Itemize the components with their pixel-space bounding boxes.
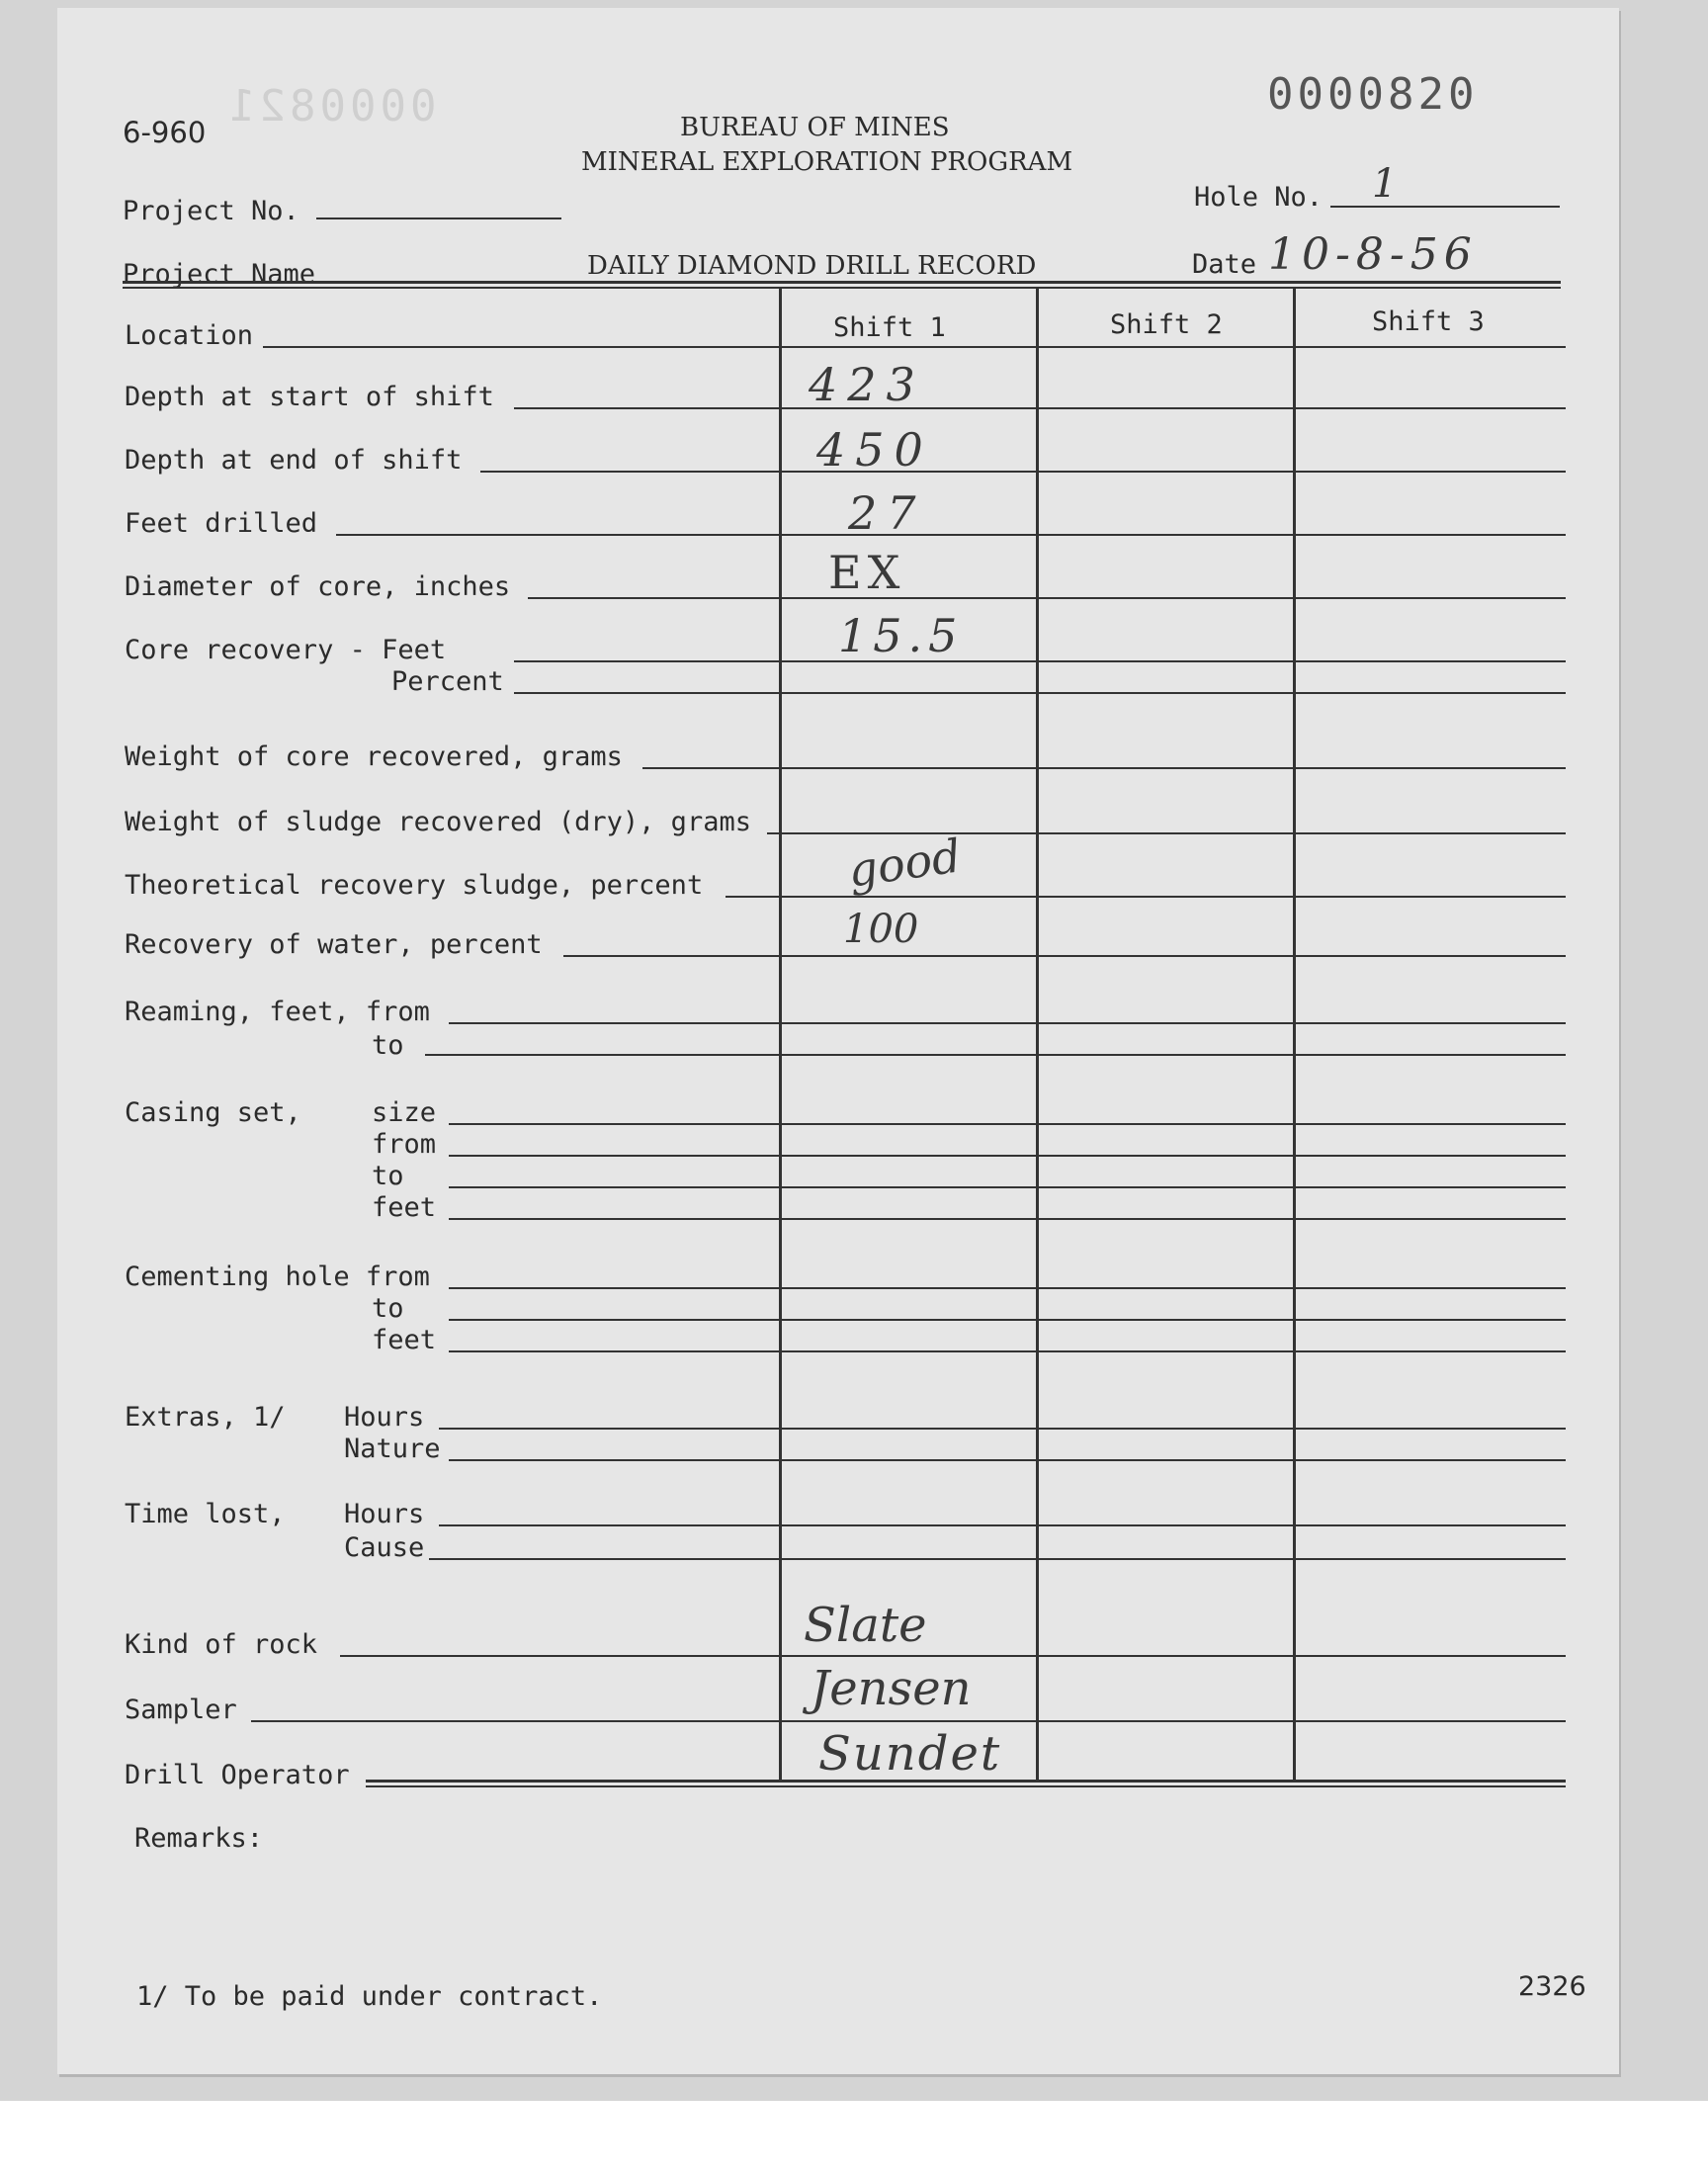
row-line-sampler [251, 1720, 1566, 1722]
date-value: 10-8-56 [1268, 229, 1478, 280]
bleed-through-serial: 0000821 [225, 81, 437, 131]
row-label-core-recovery-percent: Percent [391, 666, 504, 697]
row-line-casing-size [449, 1123, 1566, 1125]
row-label-drill-operator: Drill Operator [125, 1760, 350, 1790]
row-line-reaming-from [449, 1022, 1566, 1024]
row-label-weight-sludge: Weight of sludge recovered (dry), grams [125, 807, 751, 837]
shift1-theoretical-recovery: good [844, 828, 965, 898]
record-title: DAILY DIAMOND DRILL RECORD [587, 251, 1037, 281]
row-label-diameter-core: Diameter of core, inches [125, 571, 511, 602]
project-no-label: Project No. [123, 196, 299, 226]
shift1-depth-start: 423 [809, 358, 925, 411]
hole-no-value: 1 [1372, 161, 1398, 207]
hole-no-label: Hole No. [1194, 182, 1324, 213]
row-label-extras: Extras, 1/ [125, 1402, 286, 1433]
column-header-shift-3: Shift 3 [1372, 306, 1485, 337]
row-label-casing-size: size [372, 1097, 437, 1128]
row-label-extras-hours: Hours [344, 1402, 425, 1433]
shift1-drill-operator: Sundet [818, 1726, 1002, 1782]
row-label-casing-set: Casing set, [125, 1097, 301, 1128]
remarks-label: Remarks: [134, 1823, 264, 1854]
col-divider-3 [1293, 287, 1296, 1780]
row-label-depth-start: Depth at start of shift [125, 382, 494, 412]
row-label-weight-core: Weight of core recovered, grams [125, 741, 623, 772]
row-line-kind-of-rock [340, 1655, 1566, 1657]
shift1-recovery-water: 100 [843, 907, 919, 952]
row-line-cementing-from [449, 1287, 1566, 1289]
header-rule-bottom [123, 287, 1561, 289]
row-line-drill-operator-bottom [366, 1785, 1566, 1787]
drill-record-form [57, 8, 1619, 2074]
row-line-cementing-to [449, 1319, 1566, 1321]
row-line-time-lost-hours [439, 1524, 1566, 1526]
col-divider-2 [1036, 287, 1039, 1780]
row-label-recovery-water: Recovery of water, percent [125, 929, 543, 960]
shift1-sampler: Jensen [811, 1661, 972, 1716]
row-label-feet-drilled: Feet drilled [125, 508, 318, 539]
row-line-casing-feet [449, 1218, 1566, 1220]
shift1-depth-end: 450 [816, 423, 933, 477]
row-label-core-recovery: Core recovery - Feet [125, 635, 447, 665]
row-line-cementing-feet [449, 1350, 1566, 1352]
row-line-weight-core [642, 767, 1566, 769]
column-header-shift-2: Shift 2 [1110, 309, 1223, 340]
col-divider-1 [779, 287, 782, 1780]
row-line-time-lost-cause [429, 1558, 1566, 1560]
shift1-diameter-core: EX [828, 546, 906, 599]
row-label-cementing: Cementing hole from [125, 1262, 430, 1292]
project-name-label: Project Name [123, 259, 316, 290]
row-line-core-recovery-percent [514, 692, 1566, 694]
hole-no-line [1330, 206, 1560, 208]
serial-number: 0000820 [1267, 69, 1479, 120]
row-line-extras-hours [439, 1428, 1566, 1430]
row-label-depth-end: Depth at end of shift [125, 445, 463, 476]
row-line-weight-sludge [767, 832, 1566, 834]
row-line-core-recovery [514, 660, 1566, 662]
row-label-casing-to: to [372, 1161, 404, 1191]
row-label-time-lost: Time lost, [125, 1499, 286, 1529]
row-label-theoretical-recovery: Theoretical recovery sludge, percent [125, 870, 704, 901]
row-line-diameter-core [528, 597, 1566, 599]
row-line-depth-end [480, 471, 1566, 473]
program-title: MINERAL EXPLORATION PROGRAM [581, 147, 1073, 177]
row-line-recovery-water [563, 955, 1566, 957]
header-rule-top [123, 281, 1561, 284]
row-label-reaming-to: to [372, 1030, 404, 1061]
row-label-kind-of-rock: Kind of rock [125, 1629, 318, 1660]
footnote: 1/ To be paid under contract. [136, 1981, 603, 2012]
row-label-time-lost-cause: Cause [344, 1532, 425, 1563]
row-label-cementing-feet: feet [372, 1325, 437, 1355]
row-label-reaming: Reaming, feet, from [125, 997, 430, 1027]
row-label-casing-from: from [372, 1129, 437, 1160]
row-line-casing-from [449, 1155, 1566, 1157]
row-line-reaming-to [425, 1054, 1566, 1056]
row-line-feet-drilled [336, 534, 1566, 536]
row-label-cementing-to: to [372, 1293, 404, 1324]
project-no-line [316, 218, 561, 219]
row-label-time-lost-hours: Hours [344, 1499, 425, 1529]
row-line-casing-to [449, 1186, 1566, 1188]
agency-title: BUREAU OF MINES [680, 113, 950, 142]
page-number: 2326 [1518, 1971, 1586, 2002]
row-line-extras-nature [449, 1459, 1566, 1461]
shift1-feet-drilled: 27 [848, 486, 926, 540]
row-label-location: Location [125, 320, 254, 351]
row-label-casing-feet: feet [372, 1192, 437, 1223]
shift1-kind-of-rock: Slate [804, 1598, 927, 1653]
row-line-location [263, 346, 1566, 348]
shift1-core-recovery: 15.5 [838, 609, 964, 662]
row-line-depth-start [514, 407, 1566, 409]
row-label-sampler: Sampler [125, 1695, 237, 1725]
form-number: 6-960 [123, 116, 207, 149]
column-header-shift-1: Shift 1 [833, 312, 946, 343]
row-label-extras-nature: Nature [344, 1434, 441, 1464]
date-label: Date [1192, 249, 1257, 280]
